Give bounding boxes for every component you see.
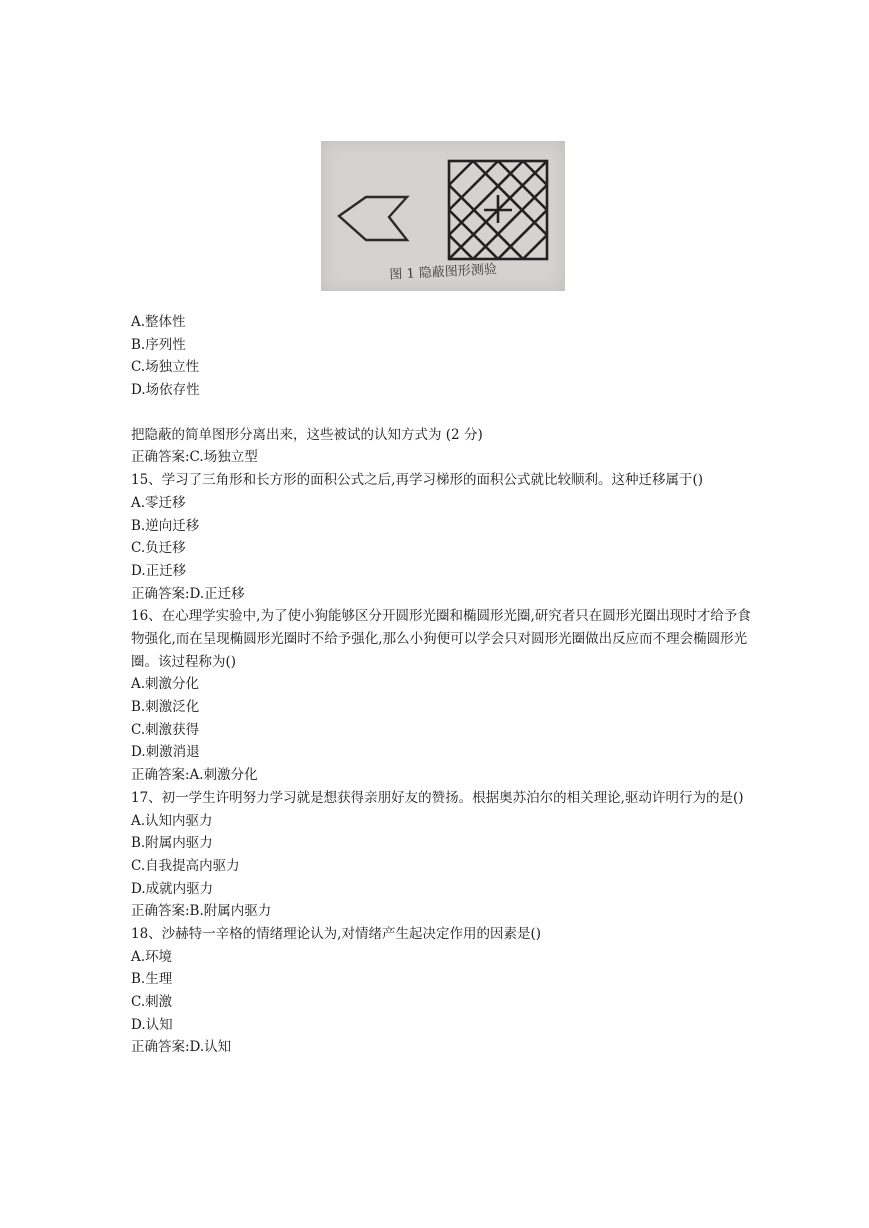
question-14 bbox=[131, 311, 751, 469]
question-16 bbox=[131, 605, 751, 787]
option: D.成就内驱力 bbox=[131, 880, 214, 897]
option: B.逆向迁移 bbox=[131, 517, 200, 534]
option: C.刺激获得 bbox=[131, 721, 200, 738]
option: A.整体性 bbox=[131, 314, 186, 330]
option: A.认知内驱力 bbox=[131, 812, 213, 829]
question-18 bbox=[131, 923, 751, 1059]
option: B.刺激泛化 bbox=[131, 699, 200, 716]
hidden-figure-test-photo bbox=[321, 141, 565, 291]
spacer bbox=[131, 402, 751, 424]
option: C.自我提高内驱力 bbox=[131, 857, 240, 874]
document-body bbox=[131, 311, 751, 1059]
question-17 bbox=[131, 787, 751, 923]
question-stem: 17、初一学生许明努力学习就是想获得亲朋好友的赞扬。根据奥苏泊尔的相关理论,驱动许明行为的是() bbox=[131, 789, 744, 806]
question-15 bbox=[131, 469, 751, 605]
correct-answer: 正确答案:D.认知 bbox=[131, 1039, 232, 1056]
option: C.场独立性 bbox=[131, 359, 200, 376]
figure-caption: 图 1 隐蔽图形测验 bbox=[389, 262, 498, 283]
option: A.环境 bbox=[131, 948, 173, 965]
option: D.场依存性 bbox=[131, 382, 200, 399]
question-stem: 16、在心理学实验中,为了使小狗能够区分开圆形光圈和椭圆形光圈,研究者只在圆形光圈出现时才给予食物强化,而在呈现椭圆形光圈时不给予强化,那么小狗便可以学会只对圆形光圈做出反应而不理会椭圆形光圈。该过程称为() bbox=[131, 608, 751, 670]
option: B.序列性 bbox=[131, 336, 186, 353]
option: A.刺激分化 bbox=[131, 676, 200, 693]
correct-answer: 正确答案:D.正迁移 bbox=[131, 585, 245, 602]
question-stem: 15、学习了三角形和长方形的面积公式之后,再学习梯形的面积公式就比较顺利。这种迁移属于() bbox=[131, 472, 704, 489]
option: C.负迁移 bbox=[131, 540, 186, 557]
correct-answer: 正确答案:C.场独立型 bbox=[131, 449, 258, 466]
option: B.附属内驱力 bbox=[131, 835, 213, 852]
question-stem: 把隐蔽的简单图形分离出来，这些被试的认知方式为 (2 分) bbox=[131, 426, 483, 443]
correct-answer: 正确答案:B.附属内驱力 bbox=[131, 903, 272, 920]
question-stem: 18、沙赫特一辛格的情绪理论认为,对情绪产生起决定作用的因素是() bbox=[131, 925, 542, 942]
option: B.生理 bbox=[131, 971, 173, 988]
correct-answer: 正确答案:A.刺激分化 bbox=[131, 767, 258, 784]
option: D.认知 bbox=[131, 1016, 173, 1033]
option: D.正迁移 bbox=[131, 562, 187, 579]
option: C.刺激 bbox=[131, 994, 173, 1011]
option: D.刺激消退 bbox=[131, 744, 200, 761]
option: A.零迁移 bbox=[131, 494, 186, 511]
